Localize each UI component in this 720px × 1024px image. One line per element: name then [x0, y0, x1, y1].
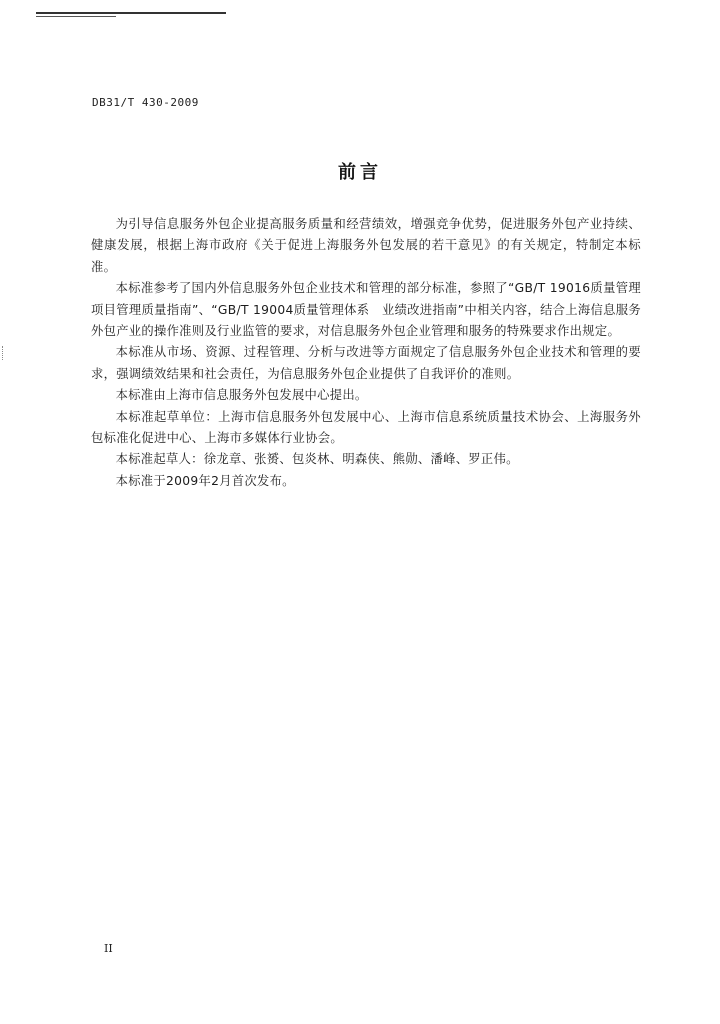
scan-margin-mark: [2, 346, 5, 360]
paragraph-scope: 本标准从市场、资源、过程管理、分析与改进等方面规定了信息服务外包企业技术和管理的要求，强调绩效结果和社会责任，为信息服务外包企业提供了自我评价的准则。: [91, 345, 641, 381]
paragraph-purpose: 为引导信息服务外包企业提高服务质量和经营绩效，增强竞争优势，促进服务外包产业持续、健康发展，根据上海市政府《关于促进上海服务外包发展的若干意见》的有关规定，特制定本标准。: [91, 217, 641, 274]
paragraph-release: 本标准于2009年2月首次发布。: [115, 473, 295, 488]
paragraph-proposer: 本标准由上海市信息服务外包发展中心提出。: [115, 388, 368, 403]
standard-code: DB31/T 430-2009: [92, 96, 199, 109]
foreword-body: [91, 214, 654, 492]
paragraph-drafters: 本标准起草人：徐龙章、张赟、包炎林、明森侠、熊勋、潘峰、罗正伟。: [115, 452, 519, 467]
paragraph-drafting-units: 本标准起草单位：上海市信息服务外包发展中心、上海市信息系统质量技术协会、上海服务外包标准化促进中心、上海市多媒体行业协会。: [91, 409, 641, 446]
paragraph-references: 本标准参考了国内外信息服务外包企业技术和管理的部分标准，参照了“GB/T 19016质量管理 项目管理质量指南”、“GB/T 19004质量管理体系 业绩改进指南”中相关内容，结合上海信息服务外包产业的操作准则及行业监管的要求，对信息服务外包企业管理和服务的特殊要求作出规定。: [91, 281, 654, 339]
page-title: 前言: [338, 162, 382, 183]
page-number: II: [104, 942, 113, 955]
header-rule: [36, 12, 226, 14]
header-rule-secondary: [36, 16, 116, 17]
